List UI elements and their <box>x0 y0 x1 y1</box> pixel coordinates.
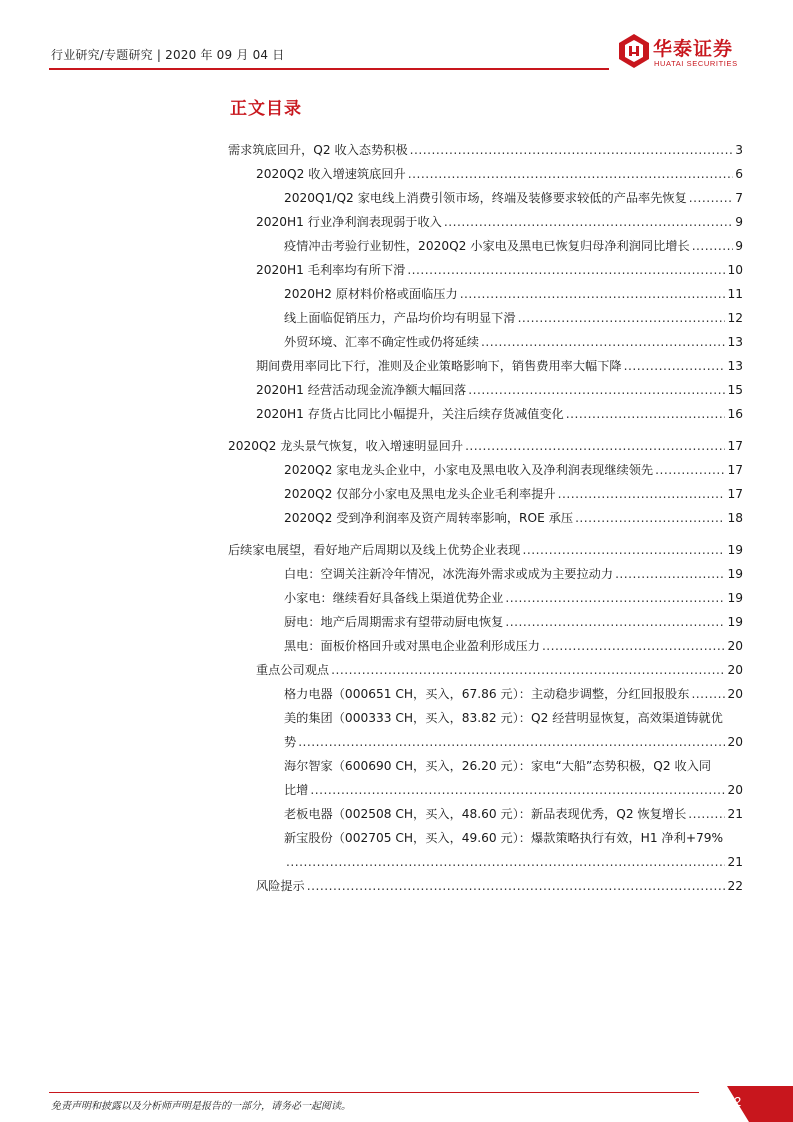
toc-entry[interactable] <box>284 190 743 206</box>
toc-entry-leader-dots <box>692 238 734 254</box>
toc-entry[interactable] <box>256 382 743 398</box>
toc-entry[interactable] <box>284 310 743 326</box>
toc-entry-leader-dots <box>481 334 725 350</box>
toc-title: 正文目录 <box>230 99 302 119</box>
toc-entry[interactable] <box>256 262 743 278</box>
toc-entry-leader-dots <box>542 638 726 654</box>
toc-entry[interactable] <box>284 854 743 870</box>
toc-entry-page: 17 <box>727 487 743 501</box>
toc-entry-label: 2020H1 行业净利润表现弱于收入 <box>256 215 442 229</box>
toc-entry[interactable] <box>228 142 743 158</box>
toc-entry-label: 2020H1 经营活动现金流净额大幅回落 <box>256 383 467 397</box>
toc-entry-page: 19 <box>727 567 743 581</box>
toc-entry-label: 比增 <box>284 783 309 797</box>
toc-entry-label: 外贸环境、汇率不确定性或仍将延续 <box>284 335 479 349</box>
toc-entry[interactable] <box>284 590 743 606</box>
toc-entry-label: 2020Q2 龙头景气恢复，收入增速明显回升 <box>228 439 464 453</box>
toc-entry-label: 老板电器（002508 CH，买入，48.60 元）：新品表现优秀，Q2 恢复增长 <box>284 807 687 821</box>
toc-entry-page: 15 <box>727 383 743 397</box>
toc-entry-leader-dots <box>688 806 725 822</box>
toc-entry[interactable] <box>284 782 743 798</box>
toc-entry[interactable] <box>256 214 743 230</box>
toc-entry-label: 新宝股份（002705 CH，买入，49.60 元）：爆款策略执行有效，H1 净利+79% <box>284 831 724 845</box>
toc-entry-page: 3 <box>735 143 743 157</box>
toc-entry[interactable] <box>284 334 743 350</box>
toc-entry-page: 13 <box>727 335 743 349</box>
toc-entry-leader-dots <box>465 438 725 454</box>
toc-entry-page: 19 <box>727 615 743 629</box>
footer-divider <box>49 1092 699 1093</box>
toc-entry-label: 2020Q2 收入增速筑底回升 <box>256 167 406 181</box>
toc-entry-leader-dots <box>523 542 726 558</box>
footer-disclaimer: 免责声明和披露以及分析师声明是报告的一部分，请务必一起阅读。 <box>51 1101 351 1112</box>
toc-entry-label: 2020H1 存货占比同比小幅提升，关注后续存货减值变化 <box>256 407 564 421</box>
toc-entry-leader-dots <box>444 214 733 230</box>
toc-entry-page: 20 <box>727 783 743 797</box>
toc-entry[interactable] <box>284 806 743 822</box>
toc-entry-label: 2020Q2 家电龙头企业中，小家电及黑电收入及净利润表现继续领先 <box>284 463 654 477</box>
toc-entry-label: 疫情冲击考验行业韧性，2020Q2 小家电及黑电已恢复归母净利润同比增长 <box>284 239 690 253</box>
toc-entry-leader-dots <box>298 734 725 750</box>
toc-entry[interactable] <box>284 510 743 526</box>
toc-entry-page: 17 <box>727 463 743 477</box>
toc-entry-leader-dots <box>558 486 726 502</box>
toc-entry-label: 小家电：继续看好具备线上渠道优势企业 <box>284 591 504 605</box>
toc-entry-label: 2020Q2 仅部分小家电及黑电龙头企业毛利率提升 <box>284 487 556 501</box>
toc-entry[interactable] <box>256 662 743 678</box>
toc-entry-label: 2020H1 毛利率均有所下滑 <box>256 263 406 277</box>
toc-entry-page: 17 <box>727 439 743 453</box>
toc-entry-page: 22 <box>727 879 743 893</box>
toc-entry-label: 2020H2 原材料价格或面临压力 <box>284 287 458 301</box>
toc-entry-label: 2020Q2 受到净利润率及资产周转率影响，ROE 承压 <box>284 511 574 525</box>
toc-entry[interactable] <box>284 238 743 254</box>
toc-entry-page: 21 <box>727 855 743 869</box>
toc-entry-leader-dots <box>505 614 725 630</box>
toc-entry[interactable] <box>284 830 743 846</box>
toc-entry[interactable] <box>284 462 743 478</box>
logo-english-name: HUATAI SECURITIES <box>654 59 738 68</box>
toc-entry-label: 海尔智家（600690 CH，买入，26.20 元）：家电“大船”态势积极，Q2 收入同 <box>284 759 712 773</box>
toc-entry-leader-dots <box>331 662 725 678</box>
toc-entry-page: 21 <box>727 807 743 821</box>
toc-entry[interactable] <box>228 438 743 454</box>
toc-entry[interactable] <box>284 686 743 702</box>
toc-entry-label: 厨电：地产后周期需求有望带动厨电恢复 <box>284 615 504 629</box>
toc-entry-page: 19 <box>727 591 743 605</box>
toc-entry-leader-dots <box>286 854 725 870</box>
toc-entry[interactable] <box>284 638 743 654</box>
toc-entry[interactable] <box>284 486 743 502</box>
toc-entry-page: 9 <box>735 215 743 229</box>
toc-entry[interactable] <box>256 358 743 374</box>
toc-entry[interactable] <box>284 710 743 726</box>
toc-entry[interactable] <box>256 166 743 182</box>
footer-corner-shape <box>703 1086 793 1122</box>
toc-entry-page: 20 <box>727 735 743 749</box>
toc-entry-page: 10 <box>727 263 743 277</box>
toc-entry-page: 20 <box>727 663 743 677</box>
toc-entry-label: 美的集团（000333 CH，买入，83.82 元）：Q2 经营明显恢复，高效渠道铸就优 <box>284 711 723 725</box>
toc-entry-label: 白电：空调关注新冷年情况，冰洗海外需求或成为主要拉动力 <box>284 567 614 581</box>
toc-entry-leader-dots <box>307 878 726 894</box>
toc-entry-page: 19 <box>727 543 743 557</box>
toc-entry-label: 势 <box>284 735 297 749</box>
toc-entry-page: 9 <box>735 239 743 253</box>
toc-entry-leader-dots <box>655 462 725 478</box>
toc-entry-page: 11 <box>727 287 743 301</box>
toc-entry-label: 格力电器（000651 CH，买入，67.86 元）：主动稳步调整，分红回报股东 <box>284 687 690 701</box>
toc-entry-label: 期间费用率同比下行，准则及企业策略影响下，销售费用率大幅下降 <box>256 359 622 373</box>
page-number: 2 <box>734 1094 742 1109</box>
toc-entry[interactable] <box>256 406 743 422</box>
toc-entry-leader-dots <box>689 190 733 206</box>
toc-entry-leader-dots <box>566 406 726 422</box>
toc-entry[interactable] <box>284 734 743 750</box>
toc-entry-page: 20 <box>727 639 743 653</box>
toc-entry-page: 7 <box>735 191 743 205</box>
toc-entry-label: 需求筑底回升，Q2 收入态势积极 <box>228 143 408 157</box>
toc-entry-leader-dots <box>408 166 733 182</box>
toc-entry-page: 18 <box>727 511 743 525</box>
toc-entry-label: 风险提示 <box>256 879 305 893</box>
toc-entry-leader-dots <box>310 782 725 798</box>
header-text: 行业研究/专题研究 | 2020 年 09 月 04 日 <box>51 48 285 62</box>
toc-entry-leader-dots <box>460 286 726 302</box>
toc-entry[interactable] <box>256 878 743 894</box>
toc-entry-leader-dots <box>505 590 725 606</box>
toc-entry-label: 后续家电展望，看好地产后周期以及线上优势企业表现 <box>228 543 521 557</box>
toc-entry[interactable] <box>284 614 743 630</box>
toc-entry-leader-dots <box>615 566 725 582</box>
huatai-logo-icon <box>619 34 649 68</box>
toc-entry-leader-dots <box>575 510 725 526</box>
toc-entry[interactable] <box>284 286 743 302</box>
toc-entry-leader-dots <box>407 262 725 278</box>
toc-entry-leader-dots <box>410 142 734 158</box>
toc-entry-page: 6 <box>735 167 743 181</box>
logo-name: 华泰证券 <box>653 38 734 60</box>
toc-entry[interactable] <box>284 758 743 774</box>
toc-entry-page: 12 <box>727 311 743 325</box>
company-logo <box>619 32 749 72</box>
toc-entry[interactable] <box>228 542 743 558</box>
toc-entry-leader-dots <box>518 310 726 326</box>
toc-entry-leader-dots <box>468 382 725 398</box>
toc-entry-page: 13 <box>727 359 743 373</box>
toc-entry-page: 16 <box>727 407 743 421</box>
header-divider <box>49 68 609 70</box>
toc-entry-label: 黑电：面板价格回升或对黑电企业盈利形成压力 <box>284 639 540 653</box>
toc-entry-page: 20 <box>727 687 743 701</box>
toc-entry-label: 重点公司观点 <box>256 663 330 677</box>
toc-entry-leader-dots <box>624 358 726 374</box>
toc-entry-label: 2020Q1/Q2 家电线上消费引领市场，终端及装修要求较低的产品率先恢复 <box>284 191 687 205</box>
toc-entry-label: 线上面临促销压力，产品均价均有明显下滑 <box>284 311 516 325</box>
toc-entry-leader-dots <box>691 686 725 702</box>
toc-entry[interactable] <box>284 566 743 582</box>
